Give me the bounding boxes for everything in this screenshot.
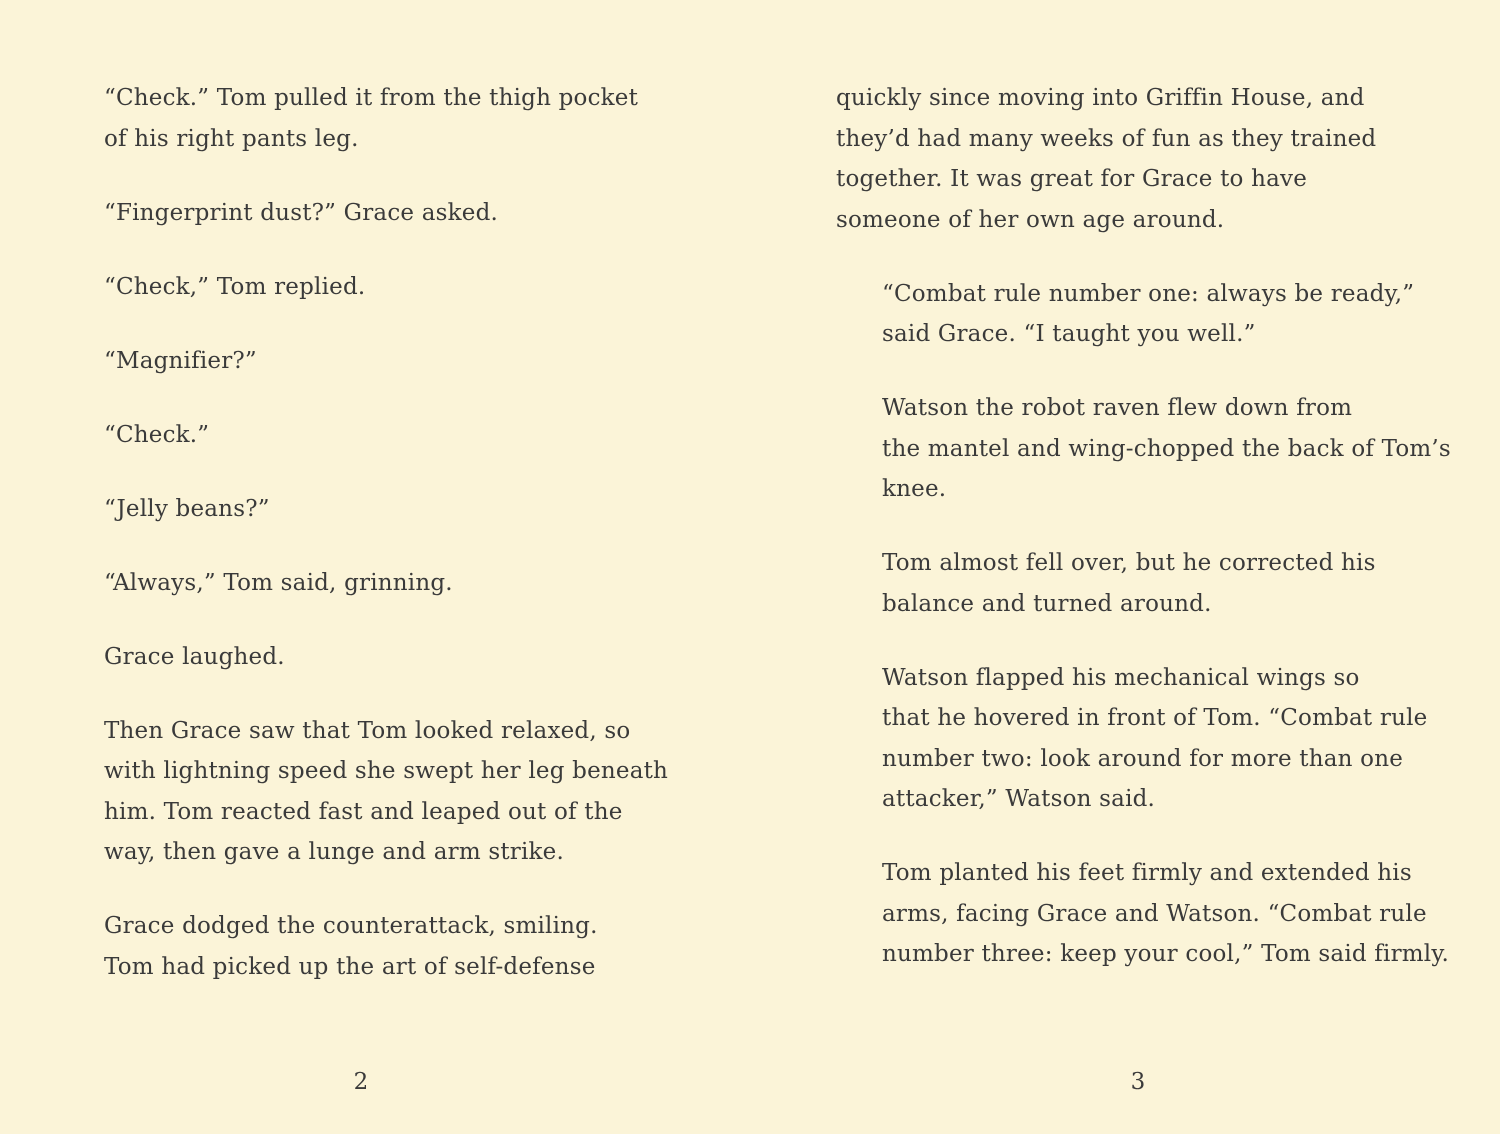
text-line: attacker,” Watson said.: [882, 786, 1156, 812]
text-line: number two: look around for more than one: [882, 745, 1404, 772]
paragraph: [58, 489, 658, 530]
text-line: “Fingerprint dust?” Grace asked.: [104, 199, 499, 226]
paragraph: [836, 853, 1449, 975]
text-line: “Check.”: [104, 421, 210, 448]
text-line: that he hovered in front of Tom. “Combat rule: [882, 705, 1428, 731]
text-line: “Combat rule number one: always be ready,”: [882, 280, 1415, 307]
text-line: Then Grace saw that Tom looked relaxed, so: [104, 717, 631, 744]
text-line: with lightning speed she swept her leg beneath: [104, 758, 669, 784]
paragraph-continued: [836, 78, 1436, 240]
page-number-right: 3: [1130, 1069, 1146, 1095]
text-line: “Check,” Tom replied.: [104, 273, 366, 300]
text-line: number three: keep your cool,” Tom said firmly.: [882, 941, 1449, 967]
paragraph: [58, 563, 658, 604]
text-line: the mantel and wing-chopped the back of Tom’s: [882, 435, 1451, 462]
text-line: said Grace. “I taught you well.”: [882, 321, 1256, 347]
paragraph: [58, 341, 658, 382]
paragraph: [58, 78, 658, 159]
text-line: Watson flapped his mechanical wings so: [882, 664, 1360, 691]
text-line: Tom planted his feet firmly and extended his: [882, 860, 1412, 886]
text-line: Tom had picked up the art of self-defense: [104, 953, 596, 980]
right-page: [836, 78, 1451, 1008]
text-line: balance and turned around.: [882, 590, 1212, 617]
paragraph: [58, 415, 658, 456]
text-line: together. It was great for Grace to have: [836, 166, 1308, 192]
paragraph: [58, 267, 658, 308]
paragraph: [58, 711, 669, 873]
paragraph: [836, 543, 1436, 624]
paragraph: [836, 274, 1436, 355]
text-line: him. Tom reacted fast and leaped out of the: [104, 798, 623, 825]
text-line: “Check.” Tom pulled it from the thigh pocket: [104, 85, 639, 111]
paragraph: [836, 658, 1436, 820]
text-line: Watson the robot raven flew down from: [882, 395, 1353, 421]
paragraph: [836, 388, 1451, 510]
text-line: “Always,” Tom said, grinning.: [104, 569, 453, 596]
text-line: “Magnifier?”: [104, 347, 257, 374]
text-line: they’d had many weeks of fun as they trained: [836, 125, 1377, 152]
text-line: “Jelly beans?”: [104, 495, 270, 522]
text-line: quickly since moving into Griffin House, and: [836, 85, 1365, 111]
paragraph: [58, 906, 658, 987]
text-line: Grace laughed.: [104, 643, 285, 670]
text-line: knee.: [882, 476, 947, 502]
paragraph: [58, 193, 658, 234]
text-line: Tom almost fell over, but he corrected his: [882, 550, 1376, 576]
text-line: Grace dodged the counterattack, smiling.: [104, 913, 598, 939]
page-number-left: 2: [353, 1069, 369, 1095]
paragraph: [58, 637, 658, 678]
text-line: someone of her own age around.: [836, 206, 1225, 233]
text-line: of his right pants leg.: [104, 125, 359, 152]
text-line: way, then gave a lunge and arm strike.: [104, 839, 564, 865]
text-line: arms, facing Grace and Watson. “Combat rule: [882, 900, 1427, 927]
left-page: [58, 78, 669, 1021]
